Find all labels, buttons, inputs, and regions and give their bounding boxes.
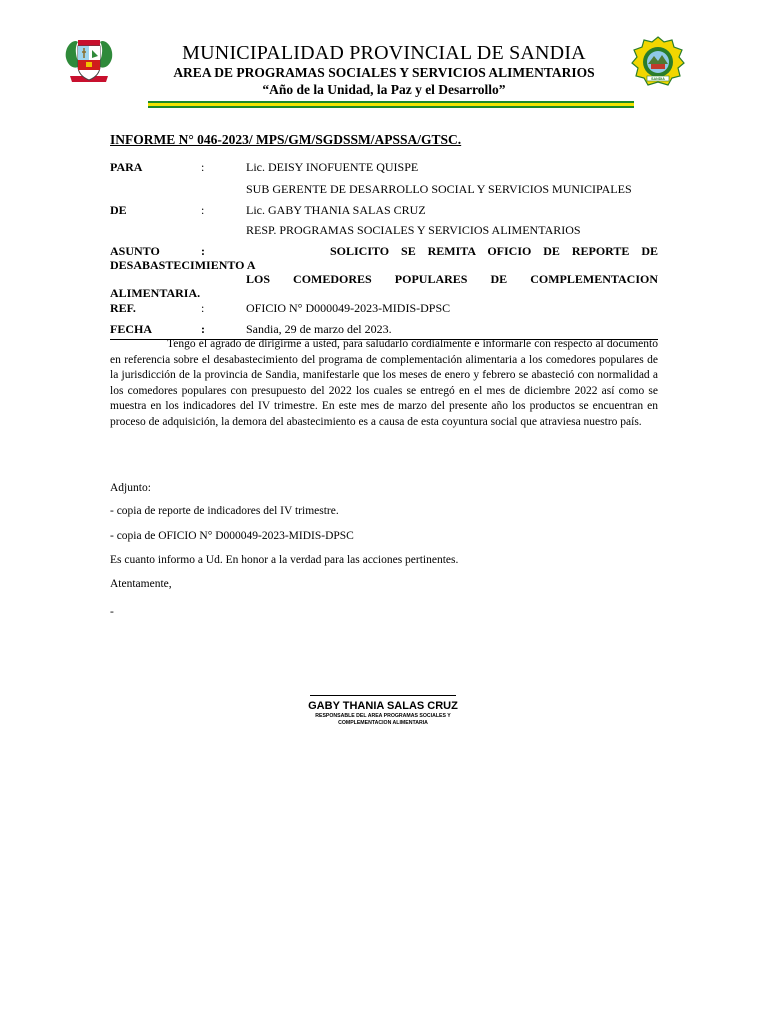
para-name: Lic. DEISY INOFUENTE QUISPE — [246, 160, 419, 174]
ref-value: OFICIO N° D000049-2023-MIDIS-DPSC — [246, 301, 451, 315]
asunto-line-2: DESABASTECIMIENTO A — [110, 258, 256, 272]
municipality-title: MUNICIPALIDAD PROVINCIAL DE SANDIA — [182, 42, 586, 64]
de-name: Lic. GABY THANIA SALAS CRUZ — [246, 203, 426, 217]
adjunto-label: Adjunto: — [110, 482, 151, 494]
area-subtitle: AREA DE PROGRAMAS SOCIALES Y SERVICIOS ALIMENTARIOS — [173, 65, 595, 80]
para-colon: : — [201, 160, 205, 174]
attachment-item-1: - copia de reporte de indicadores del IV trimestre. — [110, 505, 339, 517]
fecha-colon: : — [201, 322, 205, 336]
para-role: SUB GERENTE DE DESARROLLO SOCIAL Y SERVICIOS MUNICIPALES — [246, 182, 632, 196]
asunto-label: ASUNTO — [110, 244, 160, 258]
de-role: RESP. PROGRAMAS SOCIALES Y SERVICIOS ALIMENTARIOS — [246, 223, 581, 237]
body-paragraph: Tengo el agrado de dirigirme a usted, para saludarlo cordialmente e informarle con respecto al documento en referencia sobre el desabastecimiento del programa de complementación alimentaria a los comedores populares de la jurisdicción de la provincia de Sandia, manifestarle que los meses de enero y febrero se abasteció con normalidad a los comedores populares con presupuesto del 2022 los cuales se entregó en el mes de diciembre 2022 así como se muestra en los indicadores del IV trimestre. En este mes de marzo del presente año los productos se encuentran en proceso de adquisición, la demora del abastecimiento es a causa de esta coyuntura social que atraviesa nuestro país. — [110, 338, 658, 428]
year-motto: “Año de la Unidad, la Paz y el Desarrollo” — [262, 82, 506, 97]
de-label: DE — [110, 203, 127, 217]
ref-colon: : — [201, 301, 205, 315]
header-stripe-green-bottom — [148, 106, 634, 108]
dash-mark: - — [110, 606, 114, 618]
closing-sentence: Es cuanto informo a Ud. En honor a la verdad para las acciones pertinentes. — [110, 554, 459, 566]
asunto-colon: : — [201, 244, 205, 258]
para-label: PARA — [110, 160, 143, 174]
signature-role-line-1: RESPONSABLE DEL AREA PROGRAMAS SOCIALES Y — [315, 713, 451, 719]
asunto-line-3: LOS COMEDORES POPULARES DE COMPLEMENTACION — [246, 272, 658, 286]
attachment-item-2: - copia de OFICIO N° D000049-2023-MIDIS-DPSC — [110, 530, 354, 542]
seal-label: SANDIA — [651, 77, 665, 82]
asunto-line-1: SOLICITO SE REMITA OFICIO DE REPORTE DE — [330, 244, 658, 258]
fecha-label: FECHA — [110, 322, 152, 336]
signature-role — [300, 713, 466, 726]
signature-role-line-2: COMPLEMENTACION ALIMENTARIA — [338, 719, 428, 726]
informe-number: INFORME N° 046-2023/ MPS/GM/SGDSSM/APSSA/GTSC. — [110, 132, 462, 147]
signature-name: GABY THANIA SALAS CRUZ — [308, 700, 458, 712]
fecha-value: Sandia, 29 de marzo del 2023. — [246, 322, 392, 336]
ref-label: REF. — [110, 301, 136, 315]
signature-line — [310, 695, 456, 696]
asunto-line-4: ALIMENTARIA. — [110, 286, 201, 300]
de-colon: : — [201, 203, 205, 217]
atentamente: Atentamente, — [110, 578, 172, 590]
